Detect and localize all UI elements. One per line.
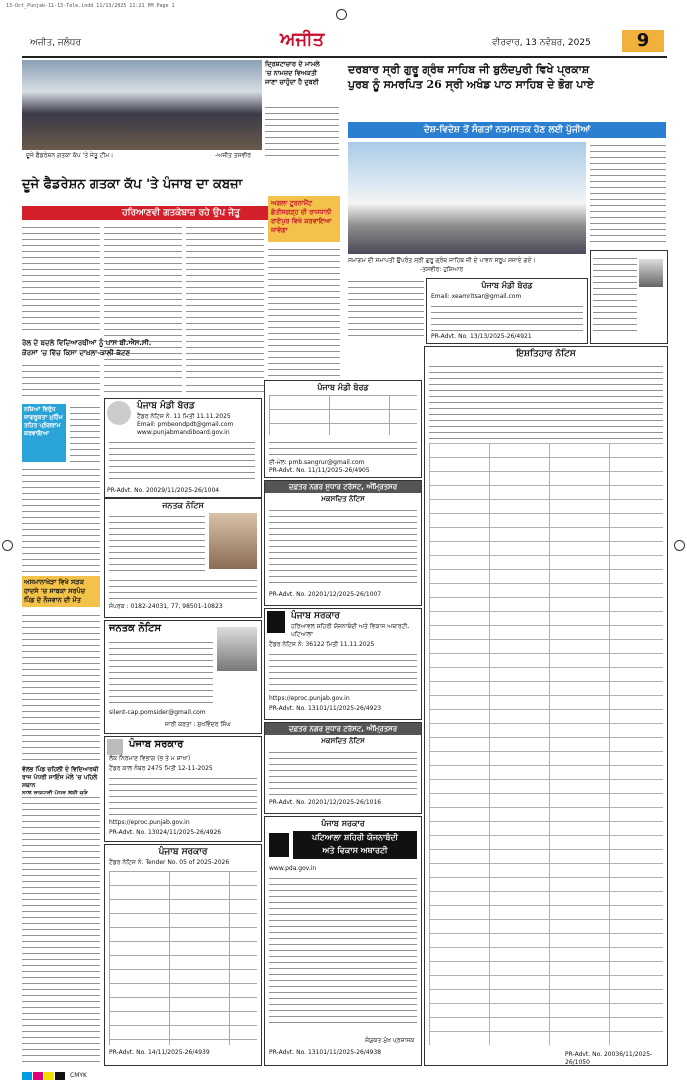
photo-credit: -ਅਜੀਤ ਤਸਵੀਰ: [215, 152, 251, 159]
ad-mandi-body: [109, 439, 255, 483]
gatka-callout: ਅਗਲਾ ਟੂਰਨਾਮੈਂਟ ਛੱਤੀਸਗੜ੍ਹ ਦੀ ਰਾਜਧਾਨੀ ਰਾਏਪੁਰ ਵਿਖੇ ਕਰਵਾਇਆ ਜਾਵੇਗਾ: [268, 196, 340, 242]
blue-callout: ਨਸ਼ਿਆਂ ਵਿਰੁੱਧ ਜਾਗਰੂਕਤਾ ਮੁਹਿੰਮ ਤਹਿਤ ਪ੍ਰੋਗਰਾਮ ਕਰਵਾਇਆ: [22, 404, 66, 462]
sad-notice-body-2: [109, 577, 257, 599]
rail-headline-1: ਰੇਲ ਦੇ ਬਦਲੇ ਵਿਦਿਆਰਥੀਆਂ ਨੂੰ ਪਾਸ ਬੀ.ਐਸ.ਸੀ.: [22, 339, 152, 347]
sad-notice-2-body: [109, 639, 213, 705]
pda-body: [269, 875, 417, 1025]
rail-body: [22, 362, 100, 400]
mid-text-strip-2: [186, 382, 264, 396]
ad-nagar-sudhar-1: [264, 480, 422, 606]
mr-advno: PR-Advt. No. 13/13/2025-26/4921: [431, 333, 532, 340]
blue-callout-text: [70, 404, 100, 462]
ad-mandi-tender: ਟੈਂਡਰ ਨੋਟਿਸ ਨੰ. 11 ਮਿਤੀ 11.11.2025: [137, 413, 231, 420]
vig-table: [429, 443, 663, 1045]
rail-headline-2: ਕੋਰਸਾਂ 'ਚ ਵਿੱਚ ਕਿਸਾ ਦਾਖ਼ਲਾ-ਕਾਲੀ ਕੱਟਣ: [22, 349, 131, 357]
ps3-title: ਪੰਜਾਬ ਸਰਕਾਰ: [291, 611, 340, 621]
portrait-photo-2: [217, 627, 257, 671]
gatka-col-3: [186, 224, 264, 378]
ad-punjab-sarkar-2: [104, 844, 262, 1066]
ps3-website: https://eproc.punjab.gov.in: [269, 695, 350, 702]
gurdwara-photo: [348, 142, 586, 254]
sad-notice-2-signature: ਜਾਰੀ ਕਰਤਾ : ਸੁਖਵਿੰਦਰ ਸਿੰਘ: [165, 721, 231, 728]
registration-mark-icon: [2, 540, 13, 551]
ns1-advno: PR-Advt. No. 20201/12/2025-26/1007: [269, 591, 382, 598]
lead-headline-line2: ਪੁਰਬ ਨੂੰ ਸਮਰਪਿਤ 26 ਸ੍ਰੀ ਅਖੰਡ ਪਾਠ ਸਾਹਿਬ ਦੇ ਭੋਗ ਪਾਏ: [348, 78, 594, 91]
ns1-subtitle: ਮਕਸਦਿਤ ਨੋਟਿਸ: [321, 495, 365, 503]
ad-mandi-advno: PR-Advt. No. 20029/11/2025-26/1004: [107, 487, 220, 494]
sidebar-headline-2: 'ਚ ਨਾਮਜ਼ਦ ਵਿਅਕਤੀ: [265, 69, 317, 77]
ad-pda: [264, 816, 422, 1066]
gatka-subhead: ਹਰਿਆਣਵੀ ਗਤਕੇਬਾਜ਼ ਰਹੇ ਉਪ ਜੇਤੂ: [22, 206, 340, 220]
ns1-title: ਦਫ਼ਤਰ ਨਗਰ ਸੁਧਾਰ ਟਰੱਸਟ, ਅੰਮ੍ਰਿਤਸਰ: [265, 481, 421, 493]
mb2-body: [269, 439, 417, 457]
ps1-title: ਪੰਜਾਬ ਸਰਕਾਰ: [129, 739, 184, 750]
color-bar: [22, 1072, 66, 1082]
ns2-advno: PR-Advt. No. 20201/12/2025-26/1016: [269, 799, 382, 806]
ad-mandi-right: [426, 278, 588, 344]
ad-punjab-sarkar-3: [264, 608, 422, 720]
pda-website: www.pda.gov.in: [269, 865, 317, 872]
cmyk-label: CMYK: [70, 1072, 87, 1079]
ad-punjab-sarkar-1: [104, 736, 262, 842]
ns2-title: ਦਫ਼ਤਰ ਨਗਰ ਸੁਧਾਰ ਟਰੱਸਟ, ਅੰਮ੍ਰਿਤਸਰ: [265, 723, 421, 735]
ps3-tender: ਟੈਂਡਰ ਨੋਟਿਸ ਨੰ: 36122 ਮਿਤੀ 11.11.2025: [269, 641, 375, 648]
registration-mark-icon: [674, 540, 685, 551]
accident-headline-3: ਪਿੰਡ ਦੇ ਨੌਜਵਾਨ ਦੀ ਮੌਤ: [24, 596, 81, 604]
ps1-dept: ਲੋਕ ਨਿਰਮਾਣ ਵਿਭਾਗ (ਭ ਤੇ ਮ ਸ਼ਾਖਾ): [109, 755, 191, 762]
pda-signature: ਸੰਯੁਕਤ ਮੁੱਖ ਪ੍ਰਸ਼ਾਸਕ: [365, 1037, 415, 1044]
portrait-photo: [209, 513, 257, 569]
ps1-website: https://eproc.punjab.gov.in: [109, 819, 190, 826]
ad-mandi-email: Email: pmbeondpdt@gmail.com: [137, 421, 234, 428]
puda-logo-icon: [267, 611, 285, 633]
vig-title: ਇਸ਼ਤਿਹਾਰ ਨੋਟਿਸ: [516, 349, 576, 359]
sidebar-body-text: [265, 104, 339, 159]
mr-email: Email: xeamritsar@gmail.com: [431, 293, 522, 300]
ps2-tender: ਟੈਂਡਰ ਨੋਟਿਸ ਨੰ. Tender No. 05 of 2025-2026: [109, 859, 230, 866]
ad-nagar-sudhar-2: [264, 722, 422, 814]
mandi-logo-icon: [107, 401, 131, 425]
ad-mandi-web: www.punjabmandiboard.gov.in: [137, 429, 230, 436]
ps2-advno: PR-Advt. No. 14/11/2025-26/4939: [109, 1049, 210, 1056]
accident-headline-2: ਹਾਦਸੇ 'ਚ ਸਾਬਕਾ ਸਰਪੰਚ: [24, 587, 86, 595]
school-body: [22, 794, 100, 1064]
ps3-body: [269, 651, 417, 691]
ps1-tender: ਟੈਂਡਰ ਕਾਲ ਨੰਬਰ 2475 ਮਿਤੀ 12-11-2025: [109, 765, 213, 772]
lead-photo-caption: ਸਮਾਗਮ ਦੀ ਸਮਾਪਤੀ ਉਪਰੰਤ ਸ੍ਰੀ ਗੁਰੂ ਗ੍ਰੰਥ ਸਾਹਿਬ ਜੀ ਦੇ ਪਾਵਨ ਸਰੂਪ ਸਜਾਏ ਗਏ।: [348, 257, 536, 264]
lead-subhead: ਦੇਸ਼-ਵਿਦੇਸ਼ ਤੋਂ ਸੰਗਤਾਂ ਨਤਮਸਤਕ ਹੋਣ ਲਈ ਪੁੱਜੀਆਂ: [348, 122, 666, 138]
gatka-col-1: [22, 224, 100, 332]
accident-headline: [22, 576, 100, 607]
ps3-dept: ਹਰਿਆਵਲ ਸ਼ਹਿਰੀ ਯੋਜਨਾਬੰਦੀ ਅਤੇ ਵਿਕਾਸ ਅਥਾਰਟੀ, ਪਟਿਆਲਾ: [291, 623, 410, 638]
sidebar-headline-1: ਦ੍ਰਿਸ਼ਟਾਚਾਰ ਦੇ ਮਾਮਲੇ: [265, 60, 320, 68]
ad-sad-notice-2: [104, 620, 262, 734]
pda-title-top: ਪੰਜਾਬ ਸਰਕਾਰ: [321, 819, 365, 828]
lead-body-col-1: [348, 278, 424, 338]
mb2-advno: PR-Advt. No. 11/11/2025-26/4905: [269, 467, 370, 474]
ad-obituary-right: [590, 250, 668, 344]
ps2-table: [109, 871, 257, 1045]
header-date: ਵੀਰਵਾਰ, 13 ਨਵੰਬਰ, 2025: [492, 38, 591, 48]
accident-headline-1: ਅਸਮਾਨਾਖੇੜਾ ਵਿਖੇ ਸੜਕ: [24, 578, 85, 586]
ad-mandi-board-2: [264, 380, 422, 478]
ps1-advno: PR-Advt. No. 13024/11/2025-26/4926: [109, 829, 222, 836]
ns2-body: [269, 749, 417, 795]
sad-notice-2-email: silent-cap.pomsider@gmail.com: [109, 709, 206, 716]
sad-notice-title: ਜਨਤਕ ਨੋਟਿਸ: [162, 501, 204, 510]
lead-headline: [348, 62, 664, 92]
gatka-headline: ਦੂਜੇ ਫੈਡਰੇਸ਼ਨ ਗਤਕਾ ਕੱਪ 'ਤੇ ਪੰਜਾਬ ਦਾ ਕਬਜ਼ਾ: [22, 177, 243, 192]
pda-advno: PR-Advt. No. 13101/11/2025-26/4938: [269, 1049, 382, 1056]
sidebar-headline-3: ਜਾਣਾ ਚਾਹੁੰਦਾ ਹੈ ਦੁਬਈ: [265, 78, 319, 86]
left-col-text: [22, 466, 100, 572]
lead-photo-credit: -ਤਸਵੀਰ: ਹੁਸ਼ਿਆਰ: [420, 266, 464, 273]
lead-side-text: [590, 142, 666, 242]
obit-photo: [639, 259, 663, 287]
ad-mandi-board-1: [104, 398, 262, 498]
ad-vigyapan: [424, 346, 668, 1066]
school-headline-1: ਵੱਲਭ ਪਿੰਡ ਚਹਿਲੀ ਦੇ ਵਿਦਿਆਰਥੀ: [22, 766, 99, 773]
accident-body: [22, 612, 100, 762]
vig-advno: PR-Advt. No. 20036/11/2025-26/1050: [565, 1051, 653, 1066]
pda-title-block: [293, 831, 417, 859]
sad-notice-2-title: ਜਨਤਕ ਨੋਟਿਸ: [109, 623, 162, 634]
pda-title-line1: ਪਟਿਆਲਾ ਸ਼ਹਿਰੀ ਯੋਜਨਾਬੰਦੀ: [311, 833, 399, 842]
mid-text-strip: [104, 382, 182, 396]
ps2-title: ਪੰਜਾਬ ਸਰਕਾਰ: [158, 847, 208, 857]
page-number: 9: [622, 30, 664, 52]
print-slug: 13-Oct_Punjab-11-13-Tele.indd 11/13/2025 11:21 PM Page 1: [6, 3, 175, 9]
govt-emblem-icon: [107, 739, 123, 755]
mb2-table: [269, 395, 417, 435]
team-photo: [22, 60, 262, 150]
masthead: ਅਜੀਤ: [280, 29, 325, 50]
gatka-col-4: [268, 246, 340, 378]
ns2-subtitle: ਮਕਸਦਿਤ ਨੋਟਿਸ: [321, 737, 365, 745]
lead-headline-line1: ਦਰਬਾਰ ਸ੍ਰੀ ਗੁਰੂ ਗ੍ਰੰਥ ਸਾਹਿਬ ਜੀ ਬੁਲੰਦਪੁਰੀ ਵਿਖੇ ਪ੍ਰਕਾਸ਼: [348, 63, 590, 76]
ad-sad-notice-1: [104, 498, 262, 618]
pda-logo-icon: [269, 833, 289, 857]
pda-title-line2: ਅਤੇ ਵਿਕਾਸ ਅਥਾਰਟੀ: [322, 846, 388, 855]
mb2-title: ਪੰਜਾਬ ਮੰਡੀ ਬੋਰਡ: [317, 383, 369, 392]
obit-text: [593, 255, 637, 335]
vig-intro: [429, 363, 663, 439]
ns1-body: [269, 507, 417, 585]
mr-title: ਪੰਜਾਬ ਮੰਡੀ ਬੋਰਡ: [481, 281, 533, 290]
registration-mark-icon: [336, 9, 347, 20]
mr-body: [431, 303, 583, 331]
school-headline-2: ਰਾਜ ਪੱਧਰੀ ਸਾਇੰਸ ਮੇਲੇ 'ਚ ਪਹਿਲੇ ਸਥਾਨ: [22, 774, 98, 789]
sad-notice-body: [109, 513, 205, 573]
mb2-contact: ਈ-ਮੇਲ: pmb.sangrur@gmail.com: [269, 459, 365, 466]
header-location: ਅਜੀਤ, ਜਲੰਧਰ: [30, 38, 82, 48]
sad-notice-phone: ਸੰਪਰਕ : 0182-24031, 77, 98501-10823: [109, 603, 223, 610]
ps3-advno: PR-Advt. No. 13101/11/2025-26/4923: [269, 705, 382, 712]
photo-caption: ਦੂਜੇ ਫੈਡਰੇਸ਼ਨ ਗਤਕਾ ਕੱਪ 'ਤੇ ਜੇਤੂ ਟੀਮ।: [26, 152, 114, 159]
ps1-body: [109, 775, 257, 815]
ad-mandi-title: ਪੰਜਾਬ ਮੰਡੀ ਬੋਰਡ: [137, 401, 195, 411]
